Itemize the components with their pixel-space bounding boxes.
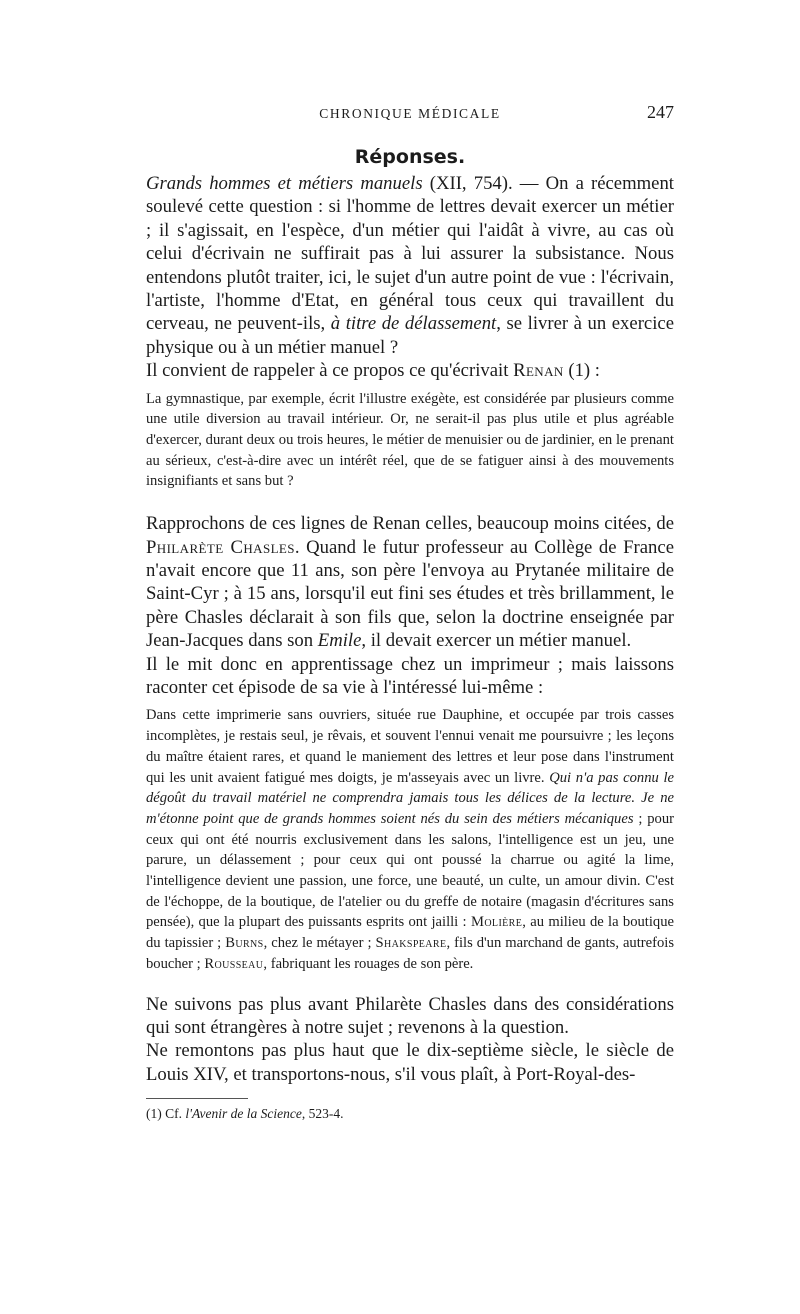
running-head-title: CHRONIQUE MÉDICALE bbox=[319, 106, 501, 121]
paragraph-apprentice: Il le mit donc en apprentissage chez un imprimeur ; mais laissons raconter cet épisode de sa vie à l'intéressé lui-même : bbox=[146, 653, 674, 699]
quote2-middle: ; pour ceux qui ont été nourris exclusivement dans les salons, l'intelligence est un jeu, une parure, un délassement ; pour ceux qui ont poussé la charrue ou agité la lime, l'intelligence devient une passion, une force, une beauté, un culte, un amour divin. C'est de l'échoppe, de la boutique, de l'atelier ou du greffe de notaire (magasin d'écritures sans pensée), que la plupart des puissants esprits ont jailli : bbox=[146, 810, 674, 931]
paragraph-port-royal: Ne remontons pas plus haut que le dix-septième siècle, le siècle de Louis XIV, et transportons-nous, s'il vous plaît, à Port-Royal-des- bbox=[146, 1040, 674, 1085]
paragraph-chasles bbox=[146, 512, 674, 652]
topic-title: Grands hommes et métiers manuels bbox=[146, 173, 423, 194]
quote-chasles bbox=[146, 705, 674, 974]
footnote-marker: (1) Cf. bbox=[146, 1106, 186, 1122]
chasles-text: Rapprochons de ces lignes de Renan celles, beaucoup moins citées, de bbox=[146, 513, 674, 535]
footnote-rule bbox=[146, 1098, 248, 1099]
name-burns: Burns bbox=[225, 935, 264, 952]
name-shakspeare: Shakspeare bbox=[375, 935, 447, 952]
page bbox=[146, 100, 674, 1123]
name-moliere: Molière bbox=[470, 914, 523, 931]
renan-text: Il convient de rappeler à ce propos ce qu'écrivait bbox=[146, 360, 514, 382]
author-chasles: Philarète Chasles bbox=[146, 536, 295, 558]
quote2-text2: , chez le métayer ; bbox=[263, 935, 376, 952]
intro-italic: à titre de délassement bbox=[330, 313, 497, 335]
author-renan: Renan bbox=[513, 360, 564, 382]
footnote-title: l'Avenir de la Science bbox=[185, 1106, 302, 1122]
intro-end: , se livrer à un exercice physique ou à un métier manuel ? bbox=[146, 313, 674, 358]
quote2-text3: , fils d'un marchand de gants, autrefois boucher ; bbox=[146, 935, 674, 972]
page-number: 247 bbox=[647, 102, 674, 122]
quote2-text1: , au milieu de la boutique du tapissier ; bbox=[146, 914, 674, 952]
paragraph-return: Ne suivons pas plus avant Philarète Chasles dans des considérations qui sont étrangères à notre sujet ; revenons à la question. bbox=[146, 993, 674, 1038]
running-head bbox=[146, 100, 674, 130]
quote2-end: , fabriquant les rouages de son père. bbox=[263, 955, 474, 972]
footnote-pages: , 523-4. bbox=[301, 1106, 344, 1122]
paragraph-intro bbox=[146, 172, 674, 359]
quote-renan: La gymnastique, par exemple, écrit l'illustre exégète, est considérée par plusieurs comme une utile diversion au travail intérieur. Or, ne serait-il pas plus utile et plus agréable d'exercer, durant deux ou trois heures, le métier de menuisier ou de jardinier, en le prenant au sérieux, c'est-à-dire avec un intérêt réel, que de se fatiguer ainsi à des mouvements insignifiants et sans but ? bbox=[146, 390, 674, 490]
quote2-italic: Qui n'a pas connu le dégoût du travail matériel ne comprendra jamais tous les délices de la lecture. Je ne m'étonne point que de grands hommes soient nés du sein des métiers mécaniques bbox=[146, 769, 674, 827]
footnote bbox=[146, 1105, 674, 1123]
section-title: Réponses. bbox=[354, 146, 466, 168]
name-rousseau: Rousseau bbox=[204, 955, 264, 972]
renan-end: (1) : bbox=[563, 360, 600, 382]
quote2-start: Dans cette imprimerie sans ouvriers, située rue Dauphine, et occupée par trois casses incomplètes, je restais seul, je rêvais, et souvent l'ennui venait me poursuivre ; les leçons du maître étaient rares, et quand le maniement des lettres et leur pose dans l'instrument qui les unit avaient fatigué mes doigts, je m'asseyais avec un livre. bbox=[146, 707, 674, 786]
work-emile: Emile bbox=[317, 630, 362, 652]
paragraph-renan bbox=[146, 359, 674, 382]
intro-text: (XII, 754). — On a récemment soulevé cette question : si l'homme de lettres devait exercer un métier ; il s'agissait, en l'espèce, d'un métier qui l'aidât à vivre, au cas où celui d'écrivain ne suffirait pas à lui assurer la subsistance. Nous entendons plutôt traiter, ici, le sujet d'un autre point de vue : l'écrivain, l'artiste, l'homme d'Etat, en général tous ceux qui travaillent du cerveau, ne peuvent-ils, bbox=[146, 173, 674, 335]
chasles-middle: . Quand le futur professeur au Collège de France n'avait encore que 11 ans, son père l'envoya au Prytanée militaire de Saint-Cyr ; à 15 ans, lorsqu'il eut fini ses études et très brillamment, le père Chasles déclarait à son fils que, selon la doctrine enseignée par Jean-Jacques dans son bbox=[146, 536, 674, 652]
chasles-end: , il devait exercer un métier manuel. bbox=[361, 630, 632, 652]
